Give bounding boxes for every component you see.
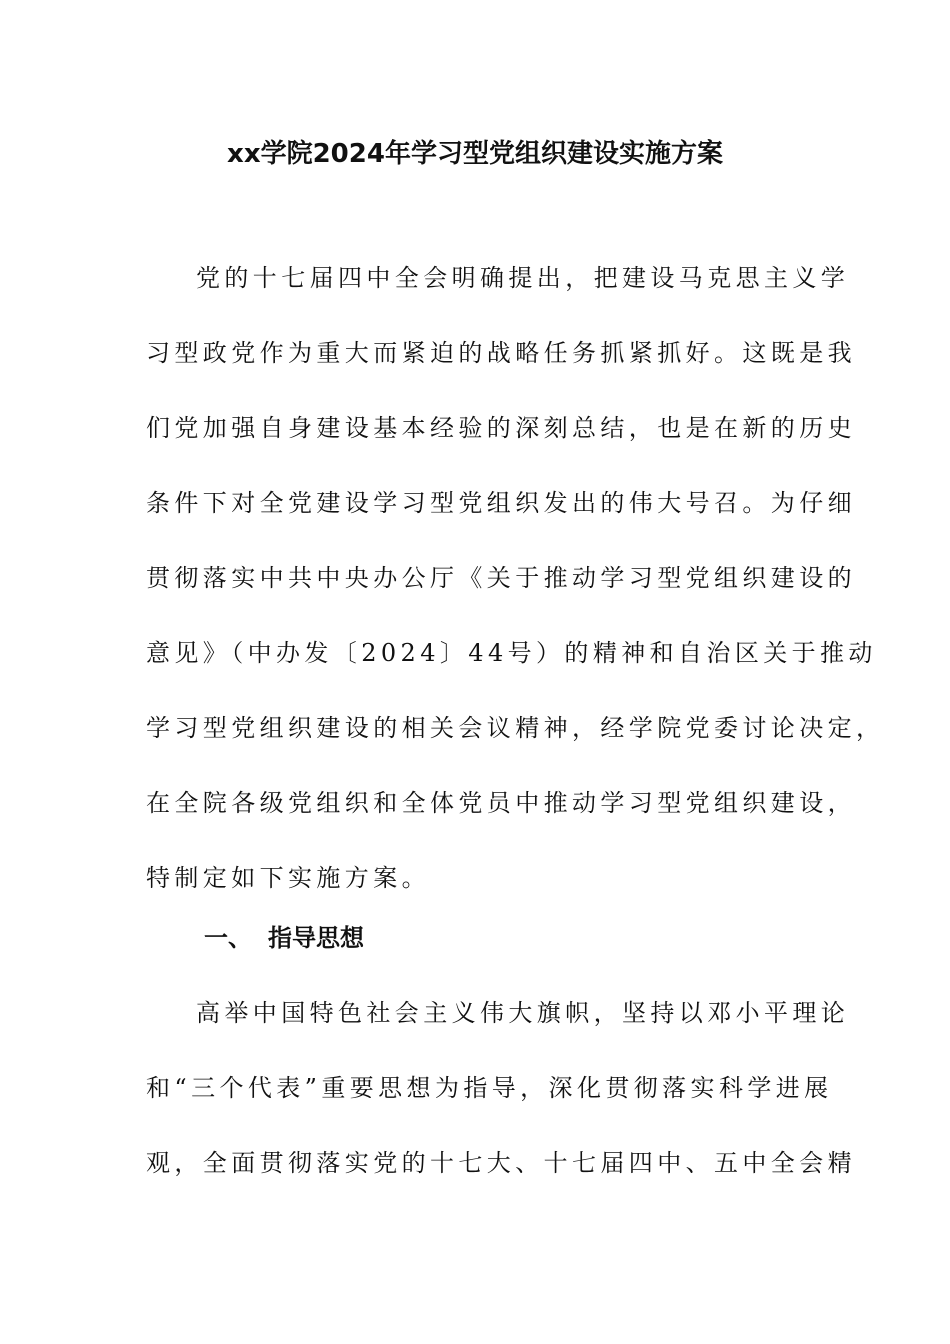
paragraph-line: 贯彻落实中共中央办公厅《关于推动学习型党组织建设的 [146,564,856,592]
paragraph-line: 特制定如下实施方案。 [146,864,430,892]
section-title: 指导思想 [268,924,364,952]
section-number: 一、 [204,924,252,952]
paragraph-line: 学习型党组织建设的相关会议精神，经学院党委讨论决定， [146,714,885,742]
paragraph-line: 们党加强自身建设基本经验的深刻总结，也是在新的历史 [146,414,856,442]
paragraph-line: 习型政党作为重大而紧迫的战略任务抓紧抓好。这既是我 [146,339,856,367]
paragraph-line: 高举中国特色社会主义伟大旗帜，坚持以邓小平理论 [196,999,850,1027]
section-heading [204,920,364,956]
paragraph-line: 观，全面贯彻落实党的十七大、十七届四中、五中全会精 [146,1149,856,1177]
paragraph-line: 在全院各级党组织和全体党员中推动学习型党组织建设， [146,789,856,817]
paragraph-line: 条件下对全党建设学习型党组织发出的伟大号召。为仔细 [146,489,856,517]
paragraph-line: 和“三个代表”重要思想为指导，深化贯彻落实科学进展 [146,1074,833,1102]
document-title: xx学院2024年学习型党组织建设实施方案 [227,139,723,169]
paragraph-line: 党的十七届四中全会明确提出，把建设马克思主义学 [196,264,850,292]
paragraph-line: 意见》（中办发〔2024〕44号）的精神和自治区关于推动 [146,639,877,667]
